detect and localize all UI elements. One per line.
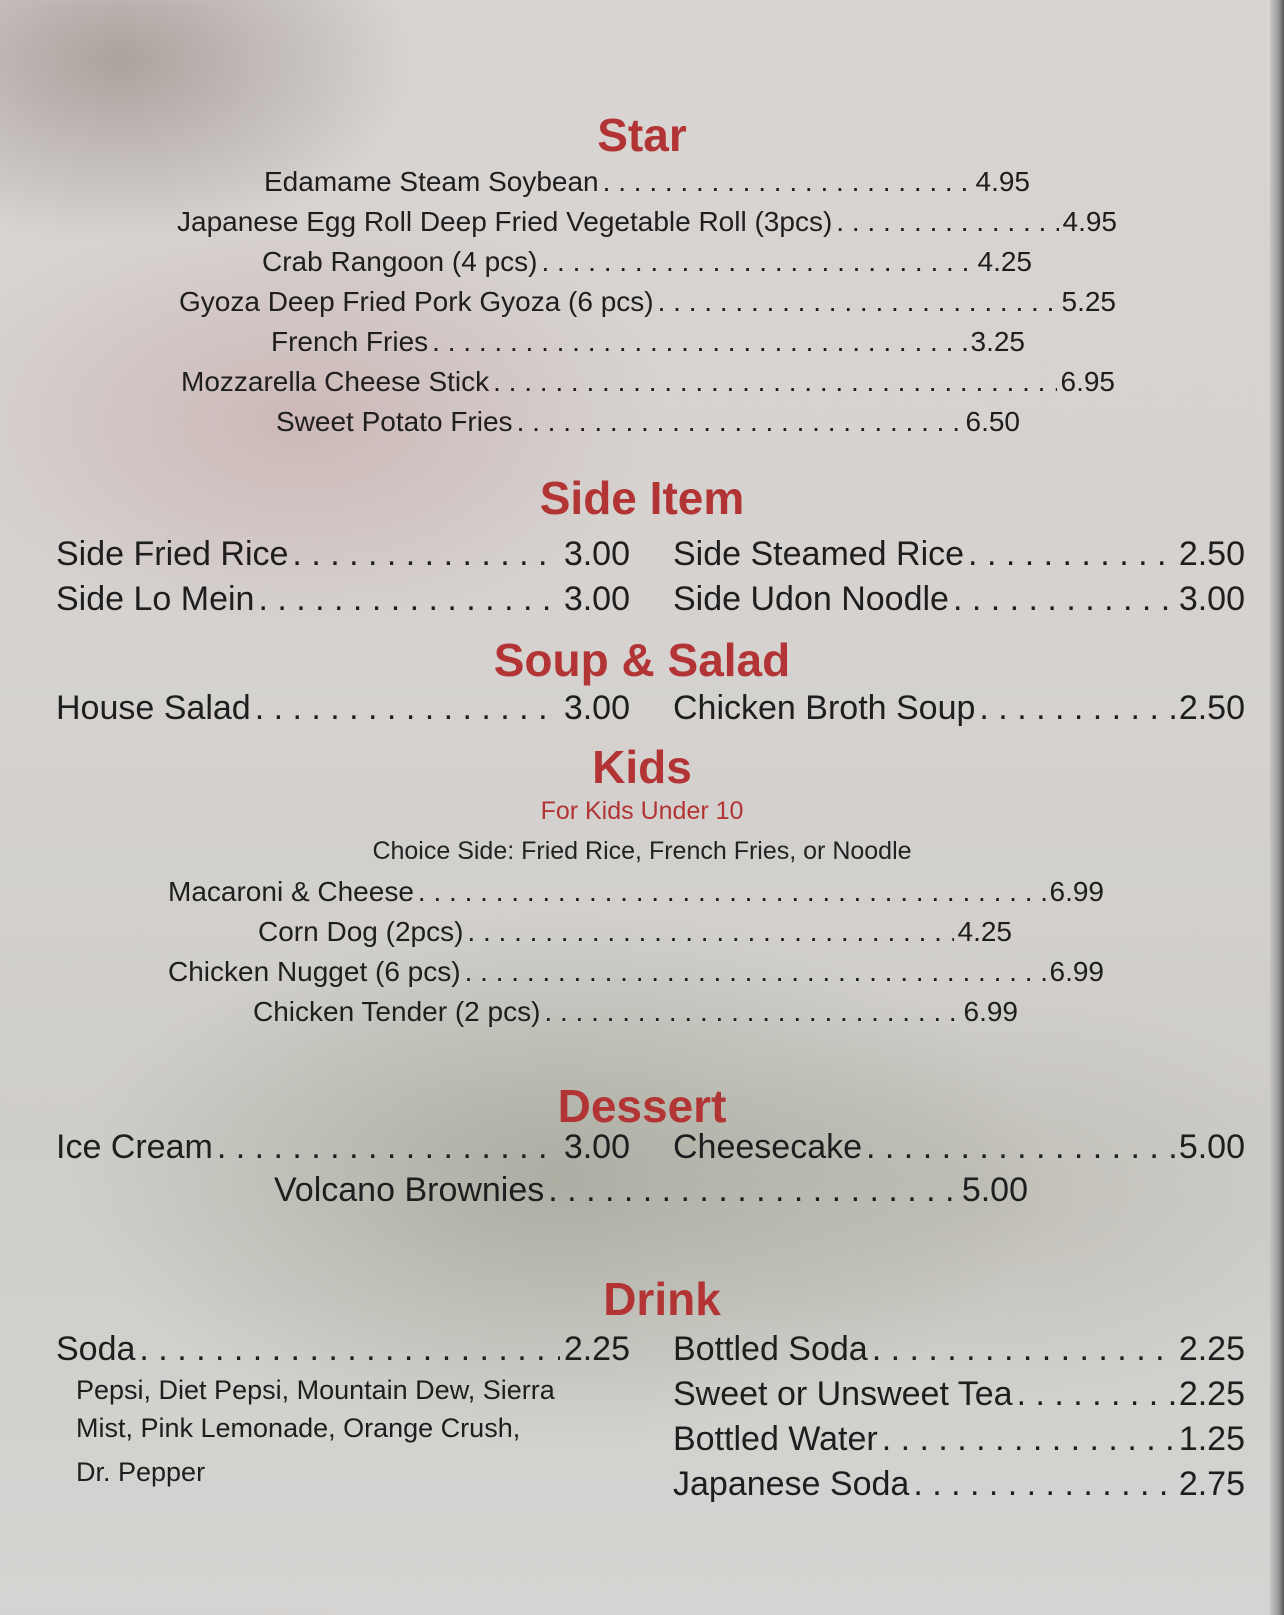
leader-dots (255, 686, 560, 730)
item-name: Soda (56, 1330, 136, 1368)
leader-dots (493, 362, 1056, 402)
item-name: Cheesecake (673, 1128, 863, 1166)
item-price: 2.75 (1178, 1465, 1245, 1503)
soda-flavors-line: Dr. Pepper (76, 1457, 206, 1487)
menu-item (673, 532, 1245, 576)
leader-dots (517, 402, 962, 442)
leader-dots (882, 1417, 1175, 1461)
item-price: 5.00 (1178, 1128, 1245, 1166)
item-name: Volcano Brownies (274, 1171, 545, 1209)
leader-dots (544, 992, 959, 1032)
menu-item (168, 952, 1104, 992)
item-name: Crab Rangoon (4 pcs) (262, 246, 538, 277)
item-price: 6.50 (965, 406, 1020, 437)
menu-item (258, 912, 1012, 952)
item-name: Bottled Soda (673, 1330, 868, 1368)
item-name: Mozzarella Cheese Stick (181, 366, 490, 397)
leader-dots (866, 1125, 1175, 1169)
item-name: Side Fried Rice (56, 535, 289, 573)
item-price: 4.95 (975, 166, 1030, 197)
item-price: 1.25 (1178, 1420, 1245, 1458)
leader-dots (292, 532, 559, 576)
item-name: Japanese Egg Roll Deep Fried Vegetable Roll (3pcs) (177, 206, 833, 237)
item-name: Sweet Potato Fries (276, 406, 513, 437)
item-name: Sweet or Unsweet Tea (673, 1375, 1013, 1413)
menu-item (274, 1168, 1028, 1212)
leader-dots (418, 872, 1046, 912)
leader-dots (658, 282, 1058, 322)
item-price: 4.95 (1062, 206, 1117, 237)
leader-dots (548, 1168, 958, 1212)
item-price: 6.95 (1060, 366, 1115, 397)
menu-item (673, 577, 1245, 621)
menu-item (56, 1327, 630, 1371)
leader-dots (432, 322, 966, 362)
section-title-star: Star (597, 109, 687, 161)
leader-dots (913, 1462, 1175, 1506)
item-price: 2.50 (1178, 535, 1245, 573)
leader-dots (968, 532, 1175, 576)
item-price: 2.50 (1178, 689, 1245, 727)
menu-item (673, 1372, 1245, 1416)
item-name: Chicken Broth Soup (673, 689, 976, 727)
item-price: 3.00 (563, 535, 630, 573)
item-price: 6.99 (1049, 956, 1104, 987)
item-price: 4.25 (977, 246, 1032, 277)
item-name: Edamame Steam Soybean (264, 166, 599, 197)
kids-side-choice-note: Choice Side: Fried Rice, French Fries, or Noodle (372, 837, 912, 865)
menu-item (264, 162, 1030, 202)
item-price: 2.25 (563, 1330, 630, 1368)
leader-dots (953, 577, 1175, 621)
item-name: House Salad (56, 689, 251, 727)
menu-item (262, 242, 1032, 282)
menu-item (673, 686, 1245, 730)
menu-item (181, 362, 1115, 402)
item-price: 6.99 (963, 996, 1018, 1027)
item-name: Bottled Water (673, 1420, 878, 1458)
leader-dots (139, 1327, 559, 1371)
leader-dots (217, 1125, 560, 1169)
leader-dots (603, 162, 972, 202)
item-name: Side Udon Noodle (673, 580, 949, 618)
leader-dots (872, 1327, 1175, 1371)
menu-item (673, 1462, 1245, 1506)
item-price: 3.25 (970, 326, 1025, 357)
item-name: Side Lo Mein (56, 580, 255, 618)
item-name: Chicken Tender (2 pcs) (253, 996, 541, 1027)
item-name: Ice Cream (56, 1128, 213, 1166)
menu-item (673, 1417, 1245, 1461)
section-title-side-item: Side Item (539, 472, 745, 524)
soda-flavors-line: Mist, Pink Lemonade, Orange Crush, (76, 1413, 521, 1443)
menu-item (56, 577, 630, 621)
section-title-dessert: Dessert (557, 1080, 727, 1132)
item-name: Chicken Nugget (6 pcs) (168, 956, 461, 987)
menu-item (276, 402, 1020, 442)
menu-item (177, 202, 1117, 242)
item-price: 3.00 (563, 689, 630, 727)
soda-flavors-line: Pepsi, Diet Pepsi, Mountain Dew, Sierra (76, 1375, 555, 1405)
menu-item (673, 1327, 1245, 1371)
item-name: Japanese Soda (673, 1465, 910, 1503)
menu-item (56, 686, 630, 730)
leader-dots (465, 952, 1046, 992)
item-price: 2.25 (1178, 1330, 1245, 1368)
item-price: 3.00 (563, 1128, 630, 1166)
item-price: 4.25 (957, 916, 1012, 947)
leader-dots (979, 686, 1174, 730)
leader-dots (258, 577, 559, 621)
section-title-drink: Drink (603, 1273, 721, 1325)
item-name: Macaroni & Cheese (168, 876, 414, 907)
item-price: 5.00 (961, 1171, 1028, 1209)
item-price: 2.25 (1178, 1375, 1245, 1413)
item-price: 3.00 (1178, 580, 1245, 618)
item-name: French Fries (271, 326, 429, 357)
menu-item (673, 1125, 1245, 1169)
menu-item (253, 992, 1018, 1032)
item-price: 3.00 (563, 580, 630, 618)
kids-age-note: For Kids Under 10 (540, 797, 744, 825)
menu-item (271, 322, 1025, 362)
leader-dots (541, 242, 973, 282)
menu-item (56, 1125, 630, 1169)
leader-dots (467, 912, 953, 952)
menu-item (168, 872, 1104, 912)
section-title-soup-salad: Soup & Salad (493, 634, 791, 686)
leader-dots (1017, 1372, 1175, 1416)
item-name: Side Steamed Rice (673, 535, 965, 573)
section-title-kids: Kids (592, 741, 692, 793)
menu-item (179, 282, 1116, 322)
menu-item (56, 532, 630, 576)
item-price: 5.25 (1061, 286, 1116, 317)
item-name: Corn Dog (2pcs) (258, 916, 464, 947)
item-name: Gyoza Deep Fried Pork Gyoza (6 pcs) (179, 286, 654, 317)
leader-dots (836, 202, 1058, 242)
item-price: 6.99 (1049, 876, 1104, 907)
